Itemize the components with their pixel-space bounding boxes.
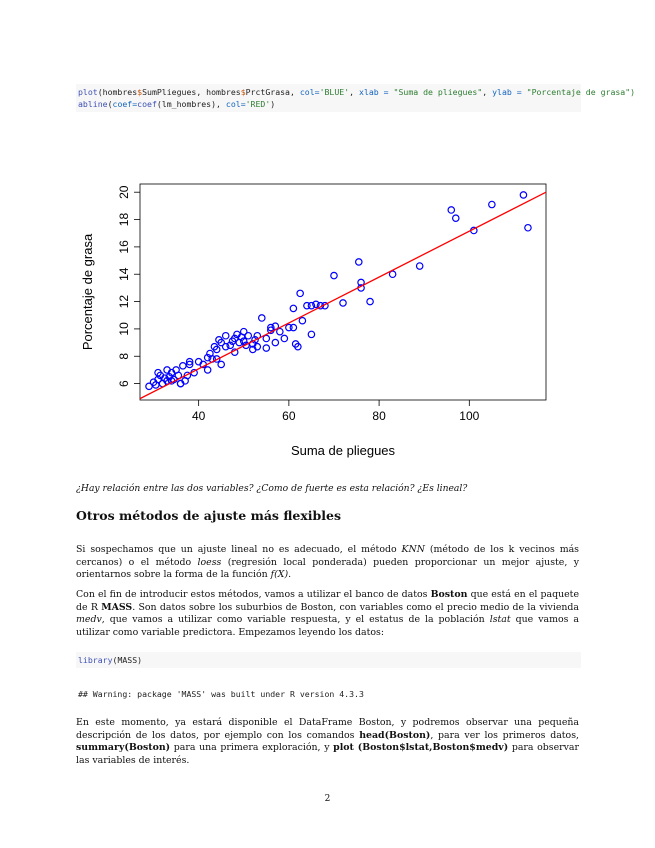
data-point <box>259 315 265 321</box>
page-number: 2 <box>324 794 331 804</box>
boston-term: Boston <box>430 589 468 600</box>
data-point <box>180 363 186 369</box>
x-tick-label: 80 <box>372 409 386 423</box>
data-point <box>277 328 283 334</box>
y-tick-label: 12 <box>117 294 131 309</box>
data-point <box>525 225 531 231</box>
data-point <box>290 305 296 311</box>
y-tick-label: 20 <box>117 185 131 199</box>
head-command: head(Boston) <box>359 729 431 741</box>
code-block-library: library(MASS) <box>76 652 581 668</box>
y-tick-label: 14 <box>117 267 131 281</box>
data-point <box>453 215 459 221</box>
data-point <box>223 333 229 339</box>
code-line-1: plot(hombres$SumPliegues, hombres$PrctGrasa, col='BLUE', xlab = "Suma de pliegues", ylab = "Porcentaje de grasa") <box>78 87 636 97</box>
data-point <box>331 272 337 278</box>
scatter-plot <box>76 178 556 468</box>
figure-caption: ¿Hay relación entre las dos variables? ¿Como de fuerte es esta relación? ¿Es lineal? <box>76 483 468 494</box>
y-tick-label: 6 <box>117 380 131 387</box>
y-tick-label: 8 <box>117 352 131 360</box>
code-line-2: abline(coef=coef(lm_hombres), col='RED') <box>78 99 276 109</box>
y-axis-title: Porcentaje de grasa <box>80 233 95 351</box>
warning-output: ## Warning: package 'MASS' was built under R version 4.3.3 <box>78 689 364 699</box>
data-point <box>241 328 247 334</box>
fx-math: f(X) <box>270 569 289 581</box>
data-point <box>204 367 210 373</box>
paragraph-1: Si sospechamos que un ajuste lineal no es adecuado, el método KNN (método de los k vecinos más cercanos) o el método loess (regresión local ponderada) pueden proporcionar un mejor ajuste, y orientarnos sobre la forma de la función f(X). <box>76 544 579 581</box>
paragraph-3: En este momento, ya estará disponible el DataFrame Boston, y podremos observar una pequeña descripción de los datos, por ejemplo con los comandos head(Boston), para ver los primeros datos, summary(Boston) para una primera exploración, y plot (Boston$lstat,Boston$medv) para observar las variables de interés. <box>76 717 579 766</box>
data-point <box>520 192 526 198</box>
data-point <box>367 298 373 304</box>
knn-term: KNN <box>401 544 425 555</box>
y-tick-label: 16 <box>117 240 131 254</box>
x-tick-label: 40 <box>191 409 206 423</box>
data-point <box>272 339 278 345</box>
data-point <box>340 300 346 306</box>
loess-term: loess <box>197 556 222 568</box>
data-point <box>281 335 287 341</box>
mass-term: MASS <box>101 601 133 613</box>
x-tick-label: 100 <box>459 409 480 423</box>
data-point <box>299 318 305 324</box>
medv-term: medv <box>76 614 102 626</box>
data-point <box>218 361 224 367</box>
data-point <box>356 259 362 265</box>
data-point <box>448 207 454 213</box>
data-point <box>489 201 495 207</box>
paragraph-2: Con el fin de introducir estos métodos, vamos a utilizar el banco de datos Boston que está en el paquete de R MASS. Son datos sobre los suburbios de Boston, con variables como el precio medio de la vivienda medv, que vamos a utilizar como variable respuesta, y el estatus de la población lstat que vamos a utilizar como variable predictora. Empezamos leyendo los datos: <box>76 589 579 638</box>
plot-command: plot (Boston$lstat,Boston$medv) <box>333 742 509 754</box>
code-block-plot <box>76 84 636 112</box>
data-point <box>263 345 269 351</box>
data-point <box>416 263 422 269</box>
section-title: Otros métodos de ajuste más flexibles <box>76 508 342 523</box>
y-tick-label: 10 <box>117 322 131 336</box>
data-point <box>290 324 296 330</box>
data-point <box>308 331 314 337</box>
summary-command: summary(Boston) <box>76 742 171 754</box>
data-point <box>297 290 303 296</box>
lstat-term: lstat <box>489 614 511 626</box>
x-axis-title: Suma de pliegues <box>290 443 396 458</box>
x-tick-label: 60 <box>282 409 296 423</box>
y-tick-label: 18 <box>117 212 131 227</box>
regression-line <box>140 192 546 398</box>
